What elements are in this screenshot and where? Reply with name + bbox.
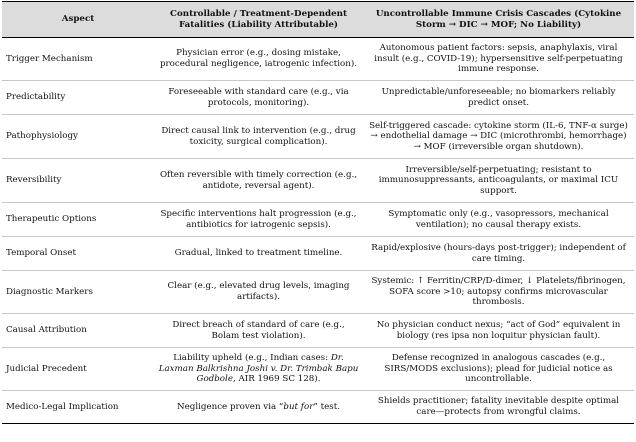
row-controllable xyxy=(154,348,363,391)
row-controllable: Gradual, linked to treatment timeline. xyxy=(154,237,363,271)
row-aspect: Judicial Precedent xyxy=(2,348,154,391)
row-uncontrollable: Irreversible/self-perpetuating; resistant to immunosuppressants, anticoagulants, or maximal ICU support. xyxy=(363,159,634,203)
implication-prefix: Negligence proven via “ xyxy=(177,401,284,412)
row-controllable xyxy=(154,391,363,424)
header-aspect: Aspect xyxy=(2,2,154,38)
precedent-prefix: Liability upheld (e.g., Indian cases: xyxy=(173,353,331,364)
table-row xyxy=(2,159,634,203)
row-aspect: Reversibility xyxy=(2,159,154,203)
row-uncontrollable: Autonomous patient factors: sepsis, anaphylaxis, viral insult (e.g., COVID-19); hypersensitive self-perpetuating immune response. xyxy=(363,38,634,81)
table-row xyxy=(2,203,634,237)
row-aspect: Predictability xyxy=(2,81,154,115)
but-for-emphasis: but for xyxy=(283,401,314,412)
row-aspect: Pathophysiology xyxy=(2,115,154,159)
table-row xyxy=(2,271,634,314)
header-controllable: Controllable / Treatment-Dependent Fatalities (Liability Attributable) xyxy=(154,2,363,38)
row-aspect: Medico-Legal Implication xyxy=(2,391,154,424)
row-aspect: Trigger Mechanism xyxy=(2,38,154,81)
row-aspect: Diagnostic Markers xyxy=(2,271,154,314)
table-row xyxy=(2,314,634,348)
row-controllable: Foreseeable with standard care (e.g., via protocols, monitoring). xyxy=(154,81,363,115)
comparison-table xyxy=(2,1,634,424)
row-uncontrollable: Self-triggered cascade: cytokine storm (IL-6, TNF-α surge) → endothelial damage → DIC (microthrombi, hemorrhage) → MOF (irreversible organ shutdown). xyxy=(363,115,634,159)
table-header xyxy=(2,2,634,38)
table-row xyxy=(2,348,634,391)
row-controllable: Often reversible with timely correction (e.g., antidote, reversal agent). xyxy=(154,159,363,203)
row-controllable: Direct causal link to intervention (e.g., drug toxicity, surgical complication). xyxy=(154,115,363,159)
row-uncontrollable: Symptomatic only (e.g., vasopressors, mechanical ventilation); no causal therapy exists. xyxy=(363,203,634,237)
header-uncontrollable: Uncontrollable Immune Crisis Cascades (Cytokine Storm → DIC → MOF; No Liability) xyxy=(363,2,634,38)
implication-suffix: ” test. xyxy=(313,401,340,412)
row-controllable: Physician error (e.g., dosing mistake, procedural negligence, iatrogenic infection). xyxy=(154,38,363,81)
table-row xyxy=(2,237,634,271)
row-uncontrollable: Rapid/explosive (hours-days post-trigger); independent of care timing. xyxy=(363,237,634,271)
table-row xyxy=(2,81,634,115)
header-row xyxy=(2,2,634,38)
table-row xyxy=(2,391,634,424)
row-uncontrollable: No physician conduct nexus; “act of God” equivalent in biology (res ipsa non loquitur physician fault). xyxy=(363,314,634,348)
row-controllable: Direct breach of standard of care (e.g., Bolam test violation). xyxy=(154,314,363,348)
row-aspect: Therapeutic Options xyxy=(2,203,154,237)
row-uncontrollable: Unpredictable/unforeseeable; no biomarkers reliably predict onset. xyxy=(363,81,634,115)
table-row xyxy=(2,38,634,81)
row-uncontrollable: Systemic: ↑ Ferritin/CRP/D-dimer, ↓ Platelets/fibrinogen, SOFA score >10; autopsy confirms microvascular thrombosis. xyxy=(363,271,634,314)
row-uncontrollable: Shields practitioner; fatality inevitable despite optimal care—protects from wrongful claims. xyxy=(363,391,634,424)
precedent-suffix: , AIR 1969 SC 128). xyxy=(232,374,321,385)
row-uncontrollable: Defense recognized in analogous cascades (e.g., SIRS/MODS exclusions); plead for judicial notice as uncontrollable. xyxy=(363,348,634,391)
table-row xyxy=(2,115,634,159)
row-controllable: Clear (e.g., elevated drug levels, imaging artifacts). xyxy=(154,271,363,314)
table-body xyxy=(2,38,634,424)
case-name: Dr. Laxman Balkrishna Joshi v. Dr. Trimbak Bapu Godbole xyxy=(158,353,359,385)
row-aspect: Causal Attribution xyxy=(2,314,154,348)
row-controllable: Specific interventions halt progression (e.g., antibiotics for iatrogenic sepsis). xyxy=(154,203,363,237)
row-aspect: Temporal Onset xyxy=(2,237,154,271)
